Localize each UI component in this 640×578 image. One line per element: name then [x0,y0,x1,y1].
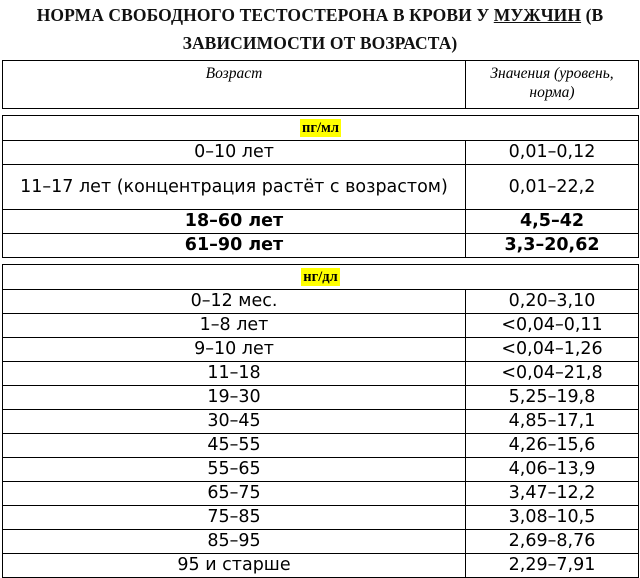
table-row [3,410,639,434]
testosterone-norm-table [2,60,639,578]
age-cell: 55–65 [3,458,466,482]
table-row [3,362,639,386]
age-cell: 11–17 лет (концентрация растёт с возрастом) [3,165,466,210]
age-cell: 19–30 [3,386,466,410]
title-line-2: ЗАВИСИМОСТИ ОТ ВОЗРАСТА) [182,33,458,53]
value-cell: 5,25–19,8 [466,386,639,410]
age-cell: 1–8 лет [3,314,466,338]
table-row [3,338,639,362]
title-line-1 [0,1,640,29]
table-body [3,61,639,578]
header-age: Возраст [3,61,466,109]
section-spacer [3,258,639,265]
unit-row [3,265,639,290]
unit-row [3,116,639,141]
table-row [3,482,639,506]
age-cell: 0–10 лет [3,141,466,165]
age-cell: 0–12 мес. [3,290,466,314]
header-values: Значения (уровень, норма) [466,61,639,109]
age-cell: 11–18 [3,362,466,386]
age-cell: 18–60 лет [3,210,466,234]
unit-cell [3,265,639,290]
age-cell: 30–45 [3,410,466,434]
table-row [3,290,639,314]
value-cell: <0,04–0,11 [466,314,639,338]
age-cell: 45–55 [3,434,466,458]
table-row [3,210,639,234]
table-row [3,141,639,165]
table-row [3,314,639,338]
spacer-cell [3,109,639,116]
value-cell: <0,04–21,8 [466,362,639,386]
table-row [3,458,639,482]
value-cell: 3,08–10,5 [466,506,639,530]
value-cell: 0,01–22,2 [466,165,639,210]
value-cell: 3,3–20,62 [466,234,639,258]
value-cell: 4,26–15,6 [466,434,639,458]
spacer-cell [3,258,639,265]
title-text-part1: НОРМА СВОБОДНОГО ТЕСТОСТЕРОНА В КРОВИ У [36,5,494,25]
value-cell: 2,69–8,76 [466,530,639,554]
section-spacer [3,109,639,116]
document-title [0,0,640,57]
value-cell: 4,5–42 [466,210,639,234]
table-row [3,506,639,530]
unit-cell [3,116,639,141]
age-cell: 95 и старше [3,554,466,578]
table-row [3,530,639,554]
age-cell: 75–85 [3,506,466,530]
unit-label: пг/мл [302,120,339,136]
value-cell: 4,85–17,1 [466,410,639,434]
age-cell: 85–95 [3,530,466,554]
value-cell: 4,06–13,9 [466,458,639,482]
unit-label: нг/дл [303,269,338,285]
age-cell: 65–75 [3,482,466,506]
table-row [3,234,639,258]
value-cell: 3,47–12,2 [466,482,639,506]
table-row [3,434,639,458]
value-cell: 0,20–3,10 [466,290,639,314]
value-cell: 0,01–0,12 [466,141,639,165]
table-header-row [3,61,639,109]
value-cell: <0,04–1,26 [466,338,639,362]
title-text-part2: (В [581,5,604,25]
table-row [3,554,639,578]
value-cell: 2,29–7,91 [466,554,639,578]
age-cell: 61–90 лет [3,234,466,258]
title-underlined-word: МУЖЧИН [493,5,582,25]
age-cell: 9–10 лет [3,338,466,362]
table-row [3,165,639,210]
table-row [3,386,639,410]
